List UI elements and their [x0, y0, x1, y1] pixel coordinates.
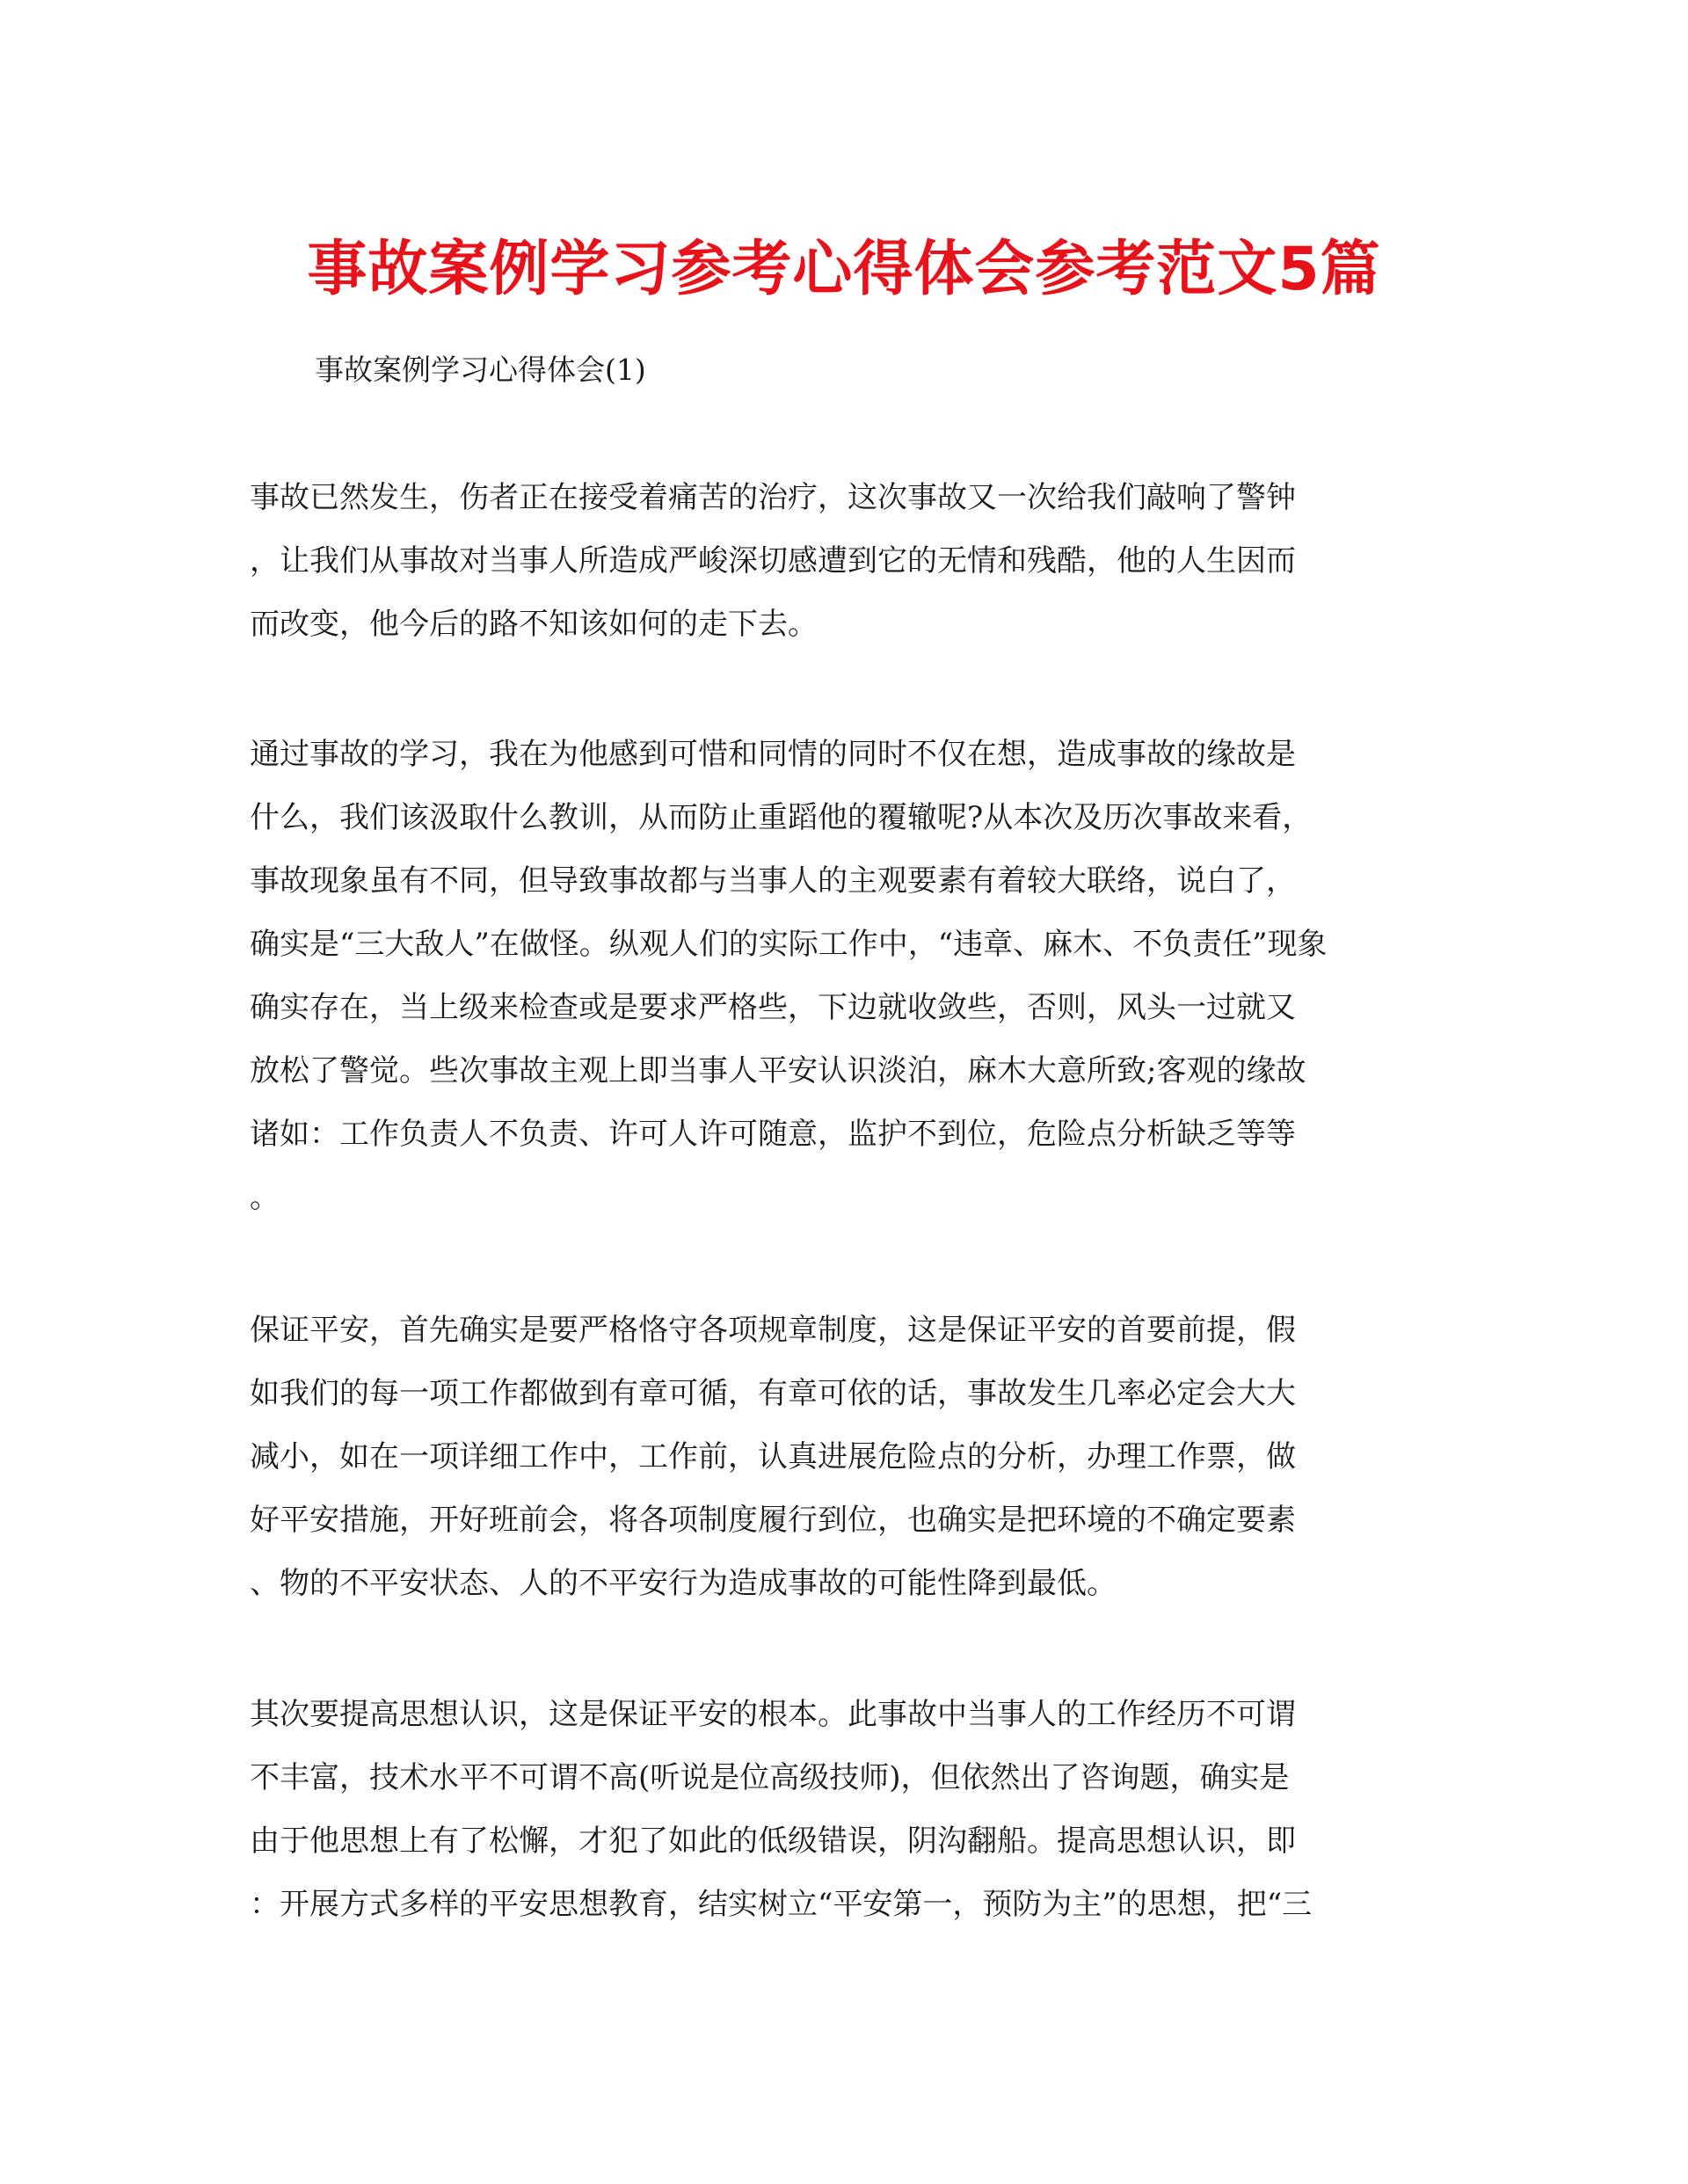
text-line: 保证平安，首先确实是要严格恪守各项规章制度，这是保证平安的首要前提，假: [250, 1313, 1296, 1348]
document-title: 事故案例学习参考心得体会参考范文5篇: [307, 235, 1381, 304]
text-line: 其次要提高思想认识，这是保证平安的根本。此事故中当事人的工作经历不可谓: [250, 1697, 1296, 1732]
text-line: 不丰富，技术水平不可谓不高(听说是位高级技师)，但依然出了咨询题，确实是: [250, 1760, 1290, 1795]
text-line: 减小，如在一项详细工作中，工作前，认真进展危险点的分析，办理工作票，做: [250, 1439, 1296, 1474]
text-line: 诸如：工作负责人不负责、许可人许可随意，监护不到位，危险点分析缺乏等等: [250, 1117, 1296, 1152]
text-line: 如我们的每一项工作都做到有章可循，有章可依的话，事故发生几率必定会大大: [250, 1376, 1296, 1411]
paragraph-2: [250, 723, 1428, 1229]
text-line: 好平安措施，开好班前会，将各项制度履行到位，也确实是把环境的不确定要素: [250, 1503, 1296, 1538]
text-line: 事故已然发生，伤者正在接受着痛苦的治疗，这次事故又一次给我们敲响了警钟: [250, 480, 1296, 515]
text-line: 由于他思想上有了松懈，才犯了如此的低级错误，阴沟翻船。提高思想认识，即: [250, 1824, 1296, 1859]
text-line: 事故现象虽有不同，但导致事故都与当事人的主观要素有着较大联络，说白了，: [250, 863, 1296, 899]
text-line: 放松了警觉。些次事故主观上即当事人平安认识淡泊，麻木大意所致;客观的缘故: [250, 1053, 1306, 1088]
paragraph-1: [250, 466, 1428, 656]
text-line: 确实存在，当上级来检查或是要求严格些，下边就收敛些，否则，风头一过就又: [250, 990, 1296, 1025]
text-line: 什么，我们该汲取什么教训，从而防止重蹈他的覆辙呢?从本次及历次事故来看，: [250, 800, 1313, 835]
text-line: 确实是“三大敌人”在做怪。纵观人们的实际工作中，“违章、麻木、不负责任”现象: [250, 927, 1328, 962]
text-line: 。: [250, 1180, 280, 1215]
section-subtitle: 事故案例学习心得体会(1): [315, 353, 646, 387]
text-line: ：开展方式多样的平安思想教育，结实树立“平安第一，预防为主”的思想，把“三: [250, 1887, 1313, 1922]
text-line: ，让我们从事故对当事人所造成严峻深切感遭到它的无情和残酷，他的人生因而: [250, 543, 1296, 579]
text-line: 而改变，他今后的路不知该如何的走下去。: [250, 607, 818, 642]
text-line: 通过事故的学习，我在为他感到可惜和同情的同时不仅在想，造成事故的缘故是: [250, 737, 1296, 772]
text-line: 、物的不平安状态、人的不平安行为造成事故的可能性降到最低。: [250, 1566, 1117, 1601]
paragraph-4: [250, 1683, 1428, 1936]
paragraph-3: [250, 1299, 1428, 1615]
